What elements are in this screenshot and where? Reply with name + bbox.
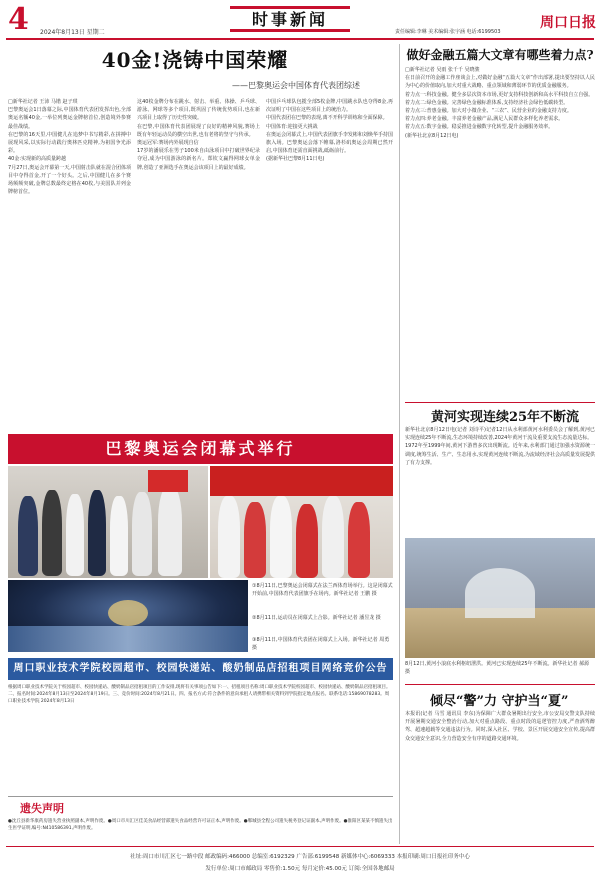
page-number: 4 bbox=[8, 2, 29, 37]
photo-flag-bearers bbox=[8, 466, 208, 578]
loss-declaration-title: 遗失声明 bbox=[20, 802, 64, 815]
article-divider-1 bbox=[405, 402, 595, 403]
lead-column-2: 这40枚金牌分布在跳水、射击、举重、体操、乒乓球、游泳、网球等多个项目,既巩固了传统优势项目,也在新兴项目上取得了历史性突破。 在巴黎,中国体育代表团展现了良好的精神风貌,赛场上既有年轻运动员的横空出世,也有老将的坚守与传承。 奥运冠军:赛场内外展现自信 17岁的潘展乐在男子100米自由泳项目中打破世界纪录夺冠,成为中国游泳的新名片。郑钦文赢得网球女单金牌,创造了亚洲选手在奥运会该项目上的最好成绩。 bbox=[137, 99, 260, 171]
lead-subtitle: ——巴黎奥运会中国体育代表团综述 bbox=[232, 81, 360, 90]
footer-line-1: 社址:周口市川汇区七一路中段 邮政编码:466000 总编室:6192329 广告部:6199548 新媒体中心:6069333 本报印刷:周口日报社印务中心 bbox=[130, 854, 470, 860]
lead-column-1: □新华社记者 王沛 马锴 赵子琪 巴黎奥运会1日落幕之际,中国体育代表团发挥出色,全部奥运名额40金,一举位列奥运金牌榜首位,创造境外参赛最佳战绩。 在巴黎的16天里,中国健儿在追梦中书写精彩,在拼搏中展现风采,以实际行动践行奥林匹克精神,为祖国争光添彩。 40金:实现新的高质量跨越 7月27日,奥运会开幕第一天,中国射击队就在混合团体项目中夺得首金,开了一个好头。之后,中国健儿在多个赛场频频突破,金牌总数最终定格在40枚,与美国队并列金牌榜首位。 bbox=[8, 99, 131, 196]
photo-stadium-ceremony bbox=[8, 580, 248, 652]
photo-yellow-river-dam bbox=[405, 538, 595, 658]
photo-athletes-group bbox=[210, 466, 393, 578]
article-divider-2 bbox=[405, 684, 595, 685]
tender-notice-body: 根据周口职业技术学院关于校园超市、校园快递站、酸奶制品店招租项目的工作安排,现将有关事项公告如下:一、招租项目名称:周口职业技术学院校园超市、校园快递站、酸奶制品店招租项目。二、报名时间:2024年8月13日至2024年8月19日。三、竞价时间:2024年8月21日。四、报名方式:符合条件的意向承租人请携带相关资料到学院指定地点报名。联系电话:15869078283。周口职业技术学院 2024年8月13日 bbox=[8, 685, 391, 705]
finance-headline: 做好金融五篇大文章有哪些着力点? bbox=[406, 48, 594, 62]
tender-notice-title: 周口职业技术学院校园超市、校园快递站、酸奶制品店招租项目网络竞价公告 bbox=[8, 658, 393, 680]
footer-line-2: 发行单位:周口市邮政局 零售价:1.50元 每月定价:45.00元 订阅:全国各地邮局 bbox=[205, 866, 395, 872]
masthead-rule bbox=[6, 38, 594, 40]
declaration-divider bbox=[8, 796, 393, 797]
editors-line: 责任编辑:李琳 美术编辑:张宇涵 电话:6199503 bbox=[395, 29, 501, 35]
footer-rule bbox=[6, 846, 594, 847]
column-divider bbox=[399, 44, 400, 844]
section-title: 时事新闻 bbox=[230, 6, 350, 32]
caption-2: ②8月11日,运动员在闭幕式上合影。新华社记者 潘昱龙 摄 bbox=[252, 615, 381, 621]
closing-ceremony-banner: 巴黎奥运会闭幕式举行 bbox=[8, 434, 393, 464]
traffic-police-article: 本报讯(记者 马雪 通讯员 李东)为保障广大群众暑期出行安全,市公安局交警支队持续开展暑期交通安全整治行动,加大对重点路段、重点时段的巡逻管控力度,严查酒驾醉驾、超速超载等交通违法行为。同时,深入社区、学校、景区开展交通安全宣传,提高群众交通安全意识,全力营造安全有序的道路交通环境。 bbox=[405, 711, 595, 742]
caption-yellow-river: 8月12日,黄河小浪底水利枢纽泄洪。黄河已实现连续25年不断流。新华社记者 郝源 摄 bbox=[405, 661, 590, 675]
yellow-river-headline: 黄河实现连续25年不断流 bbox=[430, 410, 580, 425]
newspaper-logo: 周口日报 bbox=[540, 15, 596, 31]
lead-column-3: 中国乒乓球队包揽全部5枚金牌,中国跳水队也夺得8金,再次证明了中国在这些项目上的统治力。 中国代表团在巴黎的表现,离不开科学训练和全面保障。 中国体育:迎接更大挑战 在奥运会闭幕式上,中国代表团旗手李发彬和刘焕华手持国旗入场。巴黎奥运会落下帷幕,洛杉矶奥运会周期已然开启,中国体育还需直面挑战,砥砺前行。 (据新华社巴黎8月11日电) bbox=[266, 99, 393, 163]
finance-article: □新华社记者 吴雨 张千千 吴晓骏 在日前召开的金融工作座谈会上,对做好金融“五篇大文章”作出部署,提出要坚持以人民为中心的价值取向,加大对重大战略、重点领域和薄弱环节的优质金融服务。 着力点一:科技金融。健全多层次资本市场,更好支持科技创新和高水平科技自立自强。 着力点二:绿色金融。完善绿色金融标准体系,支持经济社会绿色低碳转型。 着力点三:普惠金融。加大对小微企业、“三农”、民营企业的金融支持力度。 着力点四:养老金融。丰富养老金融产品,满足人民群众多样化养老需求。 着力点五:数字金融。稳妥推进金融数字化转型,提升金融服务效率。 (新华社北京8月12日电) bbox=[405, 67, 595, 139]
masthead bbox=[0, 0, 600, 40]
traffic-police-headline: 倾尽“警”力 守护当“夏” bbox=[430, 694, 569, 709]
yellow-river-article: 新华社北京8月12日电(记者 刘诗平)记者12日从水利部黄河水利委员会了解到,黄河已实现连续25年不断流,生态环境持续改善,2024年黄河干流及重要支流生态流量达标。 1972年至1999年间,黄河下游曾多次出现断流。近年来,水利部门通过加强水资源统一调度,统筹生活、生产、生态用水,实现黄河连续不断流,为流域经济社会高质量发展提供了有力支撑。 bbox=[405, 427, 595, 466]
caption-1: ①8月11日,巴黎奥运会闭幕式在法兰西体育场举行。这是闭幕式开始前,中国体育代表团旗手在场内。新华社记者 王鹏 摄 bbox=[252, 583, 393, 597]
loss-declaration-body: ●沈丘县新华康药房遗失营业执照副本,声明作废。●周口市川汇区佳美食品经营部遗失食品经营许可证正本,声明作废。●郸城县全程公司遗失税务登记证副本,声明作废。●淮阳区某某不慎遗失出生医学证明,编号:N410586391,声明作废。 bbox=[8, 819, 393, 832]
caption-3: ③8月11日,中国体育代表团在闭幕式上入场。新华社记者 周勇 摄 bbox=[252, 637, 390, 651]
lead-headline: 40金!浇铸中国荣耀 bbox=[101, 48, 289, 72]
issue-date: 2024年8月13日 星期二 bbox=[40, 29, 105, 36]
